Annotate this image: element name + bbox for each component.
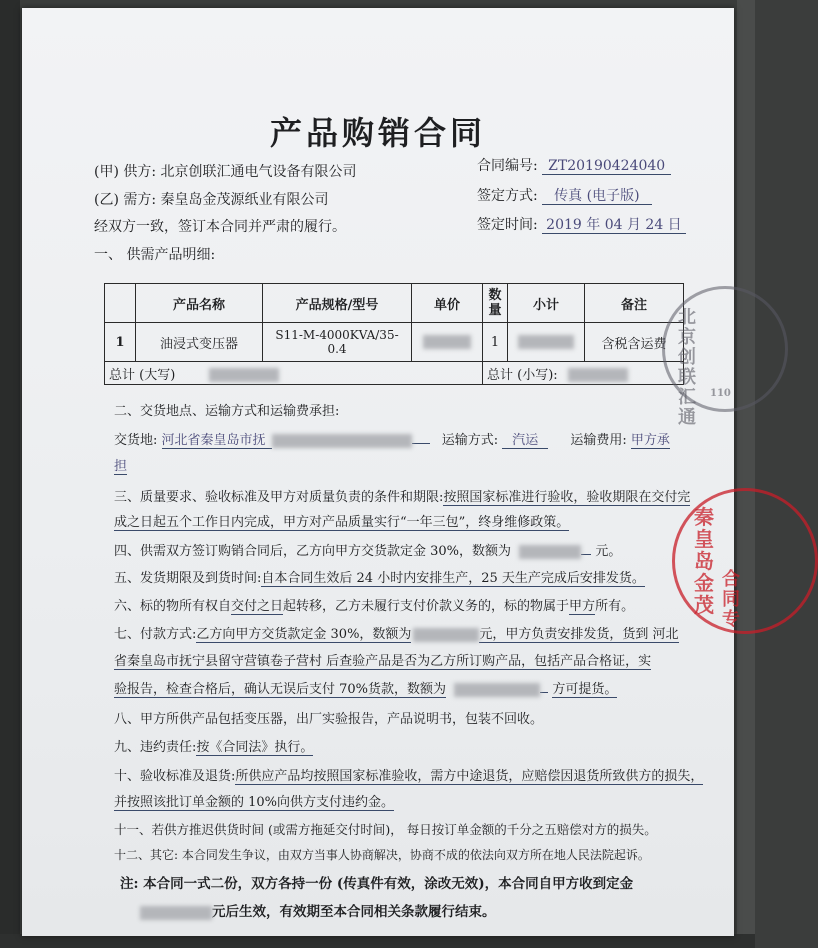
buyer-line <box>94 189 329 209</box>
contract-paper <box>22 8 740 936</box>
transport-value: 汽运 <box>502 433 548 449</box>
clause10-b: 所供应产品均按照国家标准验收，需方中途退货，应赔偿因退货所致供方的损失， <box>235 769 704 784</box>
buyer-label: (乙) 需方: <box>94 192 157 208</box>
note-b: 元后生效，有效期至本合同相关条款履行结束。 <box>212 904 496 920</box>
header-name: 产品名称 <box>136 284 263 323</box>
seller-stamp-text: 北京创联汇通 <box>678 307 696 428</box>
clause3-c: 成之日起五个工作日内完成，甲方对产品质量实行“一年三包”，终身维修政策。 <box>114 511 569 531</box>
clause2-delivery-line <box>114 429 670 448</box>
product-table <box>104 283 684 385</box>
clause6-a: 六、标的物所有权自 <box>114 599 232 614</box>
sign-time-value: 2019 年 04 月 24 日 <box>542 217 686 234</box>
row-subtotal-redacted <box>508 323 585 362</box>
note-line2 <box>140 900 496 920</box>
transport-label: 运输方式: <box>441 433 499 448</box>
clause7-c: 元，甲方负责安排发货，货到 河北 <box>479 627 679 642</box>
section1-title: 一、 供需产品明细: <box>94 247 216 263</box>
sign-time-label: 签定时间: <box>477 217 538 233</box>
sign-method-label: 签定方式: <box>477 188 538 204</box>
seller-name: 北京创联汇通电气设备有限公司 <box>160 164 357 180</box>
sign-time-line <box>477 214 686 234</box>
delivery-place-label: 交货地: <box>114 433 158 448</box>
row-price-redacted <box>412 323 483 362</box>
table-row <box>105 323 684 362</box>
clause12: 十二、其它: 本合同发生争议，由双方当事人协商解决，协商不成的依法向双方所在地人民法院起诉。 <box>114 848 650 862</box>
clause5-b: 自本合同生效后 24 小时内安排生产，25 天生产完成后安排发货。 <box>261 571 645 586</box>
clause7-e: 验报告，检查合格后，确认无误后支付 70%货款，数额为 <box>114 682 447 697</box>
note-line1: 注: 本合同一式二份，双方各持一份 (传真件有效，涂改无效)，本合同自甲方收到定金 <box>120 876 634 892</box>
fee-value: 甲方承 <box>630 433 670 448</box>
contract-no-value: ZT20190424040 <box>542 158 671 175</box>
agreement-text: 经双方一致，签订本合同并严肃的履行。 <box>94 219 346 235</box>
table-header-row <box>105 284 684 323</box>
buyer-stamp-text2: 合同专 <box>722 569 740 630</box>
clause6-c: 起转移，乙方未履行支付价款义务的，标的物属于 <box>283 599 570 614</box>
clause4-line <box>114 540 621 559</box>
sign-method-value: 传真 (电子版) <box>542 188 651 205</box>
total-upper <box>105 362 483 385</box>
seller-stamp-num: 110 <box>710 388 731 399</box>
clause7-b: 乙方向甲方交货款定金 30%，数额为 <box>196 627 412 642</box>
sign-method-line <box>477 185 652 205</box>
clause7-line1 <box>114 623 679 642</box>
header-price: 单价 <box>412 284 483 323</box>
background-bottom <box>0 934 755 948</box>
clause11: 十一、若供方推迟供货时间 (或需方拖延交付时间)， 每日按订单金额的千分之五赔偿对方的损失。 <box>114 822 657 837</box>
clause3-b: 按照国家标准进行验收，验收期限在交付完 <box>443 490 691 505</box>
row-remark: 含税含运费 <box>585 323 684 362</box>
fee-value-cont: 担 <box>114 455 127 475</box>
seller-line <box>94 161 357 181</box>
clause7-d: 省秦皇岛市抚宁县留守营镇卷子营村 后查验产品是否为乙方所订购产品，包括产品合格证，实 <box>114 650 651 670</box>
header-model: 产品规格/型号 <box>263 284 412 323</box>
clause4-b: 元。 <box>595 544 622 559</box>
clause9-a: 九、违约责任: <box>114 740 197 755</box>
clause9-b: 按《合同法》执行。 <box>196 740 314 755</box>
clause10-line1 <box>114 765 703 784</box>
clause6-d: 甲方 <box>569 599 596 614</box>
table-total-row <box>105 362 684 385</box>
clause3-line1 <box>114 486 690 505</box>
clause7-f: 方可提货。 <box>552 682 618 697</box>
buyer-name: 秦皇岛金茂源纸业有限公司 <box>160 192 329 208</box>
total-lower-label: 总计 (小写): <box>487 367 558 383</box>
contract-no-label: 合同编号: <box>477 158 538 174</box>
clause8: 八、甲方所供产品包括变压器，出厂实验报告，产品说明书，包装不回收。 <box>114 712 544 727</box>
seller-label: (甲) 供方: <box>94 164 157 180</box>
clause10-a: 十、验收标准及退货: <box>114 769 236 784</box>
buyer-stamp-text: 秦皇岛金茂 <box>694 505 714 617</box>
clause6-line <box>114 595 634 614</box>
header-subtotal: 小计 <box>508 284 585 323</box>
total-upper-label: 总计 (大写) <box>109 367 176 383</box>
total-lower <box>483 362 684 385</box>
clause6-e: 所有。 <box>595 599 635 614</box>
row-model: S11-M-4000KVA/35-0.4 <box>263 323 412 362</box>
clause7-a: 七、付款方式: <box>114 627 197 642</box>
clause2-title: 二、交货地点、运输方式和运输费承担: <box>114 404 340 419</box>
clause4-a: 四、供需双方签订购销合同后，乙方向甲方交货款定金 30%，数额为 <box>114 544 512 559</box>
clause6-b: 交付之日 <box>231 599 284 614</box>
delivery-place-value: 河北省秦皇岛市抚 <box>162 433 272 449</box>
background-left <box>0 0 20 948</box>
clause3-a: 三、质量要求、验收标准及甲方对质量负责的条件和期限: <box>114 490 444 505</box>
clause5-a: 五、发货期限及到货时间: <box>114 571 262 586</box>
contract-no-line <box>477 155 671 175</box>
clause10-c: 并按照该批订单金额的 10%向供方支付违约金。 <box>114 791 394 811</box>
clause9-line <box>114 736 313 755</box>
fee-label: 运输费用: <box>570 433 627 448</box>
row-product-name: 油浸式变压器 <box>136 323 263 362</box>
row-index: 1 <box>105 323 136 362</box>
row-qty: 1 <box>483 323 508 362</box>
contract-title: 产品购销合同 <box>269 114 486 152</box>
header-qty: 数量 <box>483 284 508 323</box>
clause5-line <box>114 567 645 586</box>
header-remark: 备注 <box>585 284 684 323</box>
clause7-line3 <box>114 678 617 697</box>
background-right <box>737 0 755 948</box>
